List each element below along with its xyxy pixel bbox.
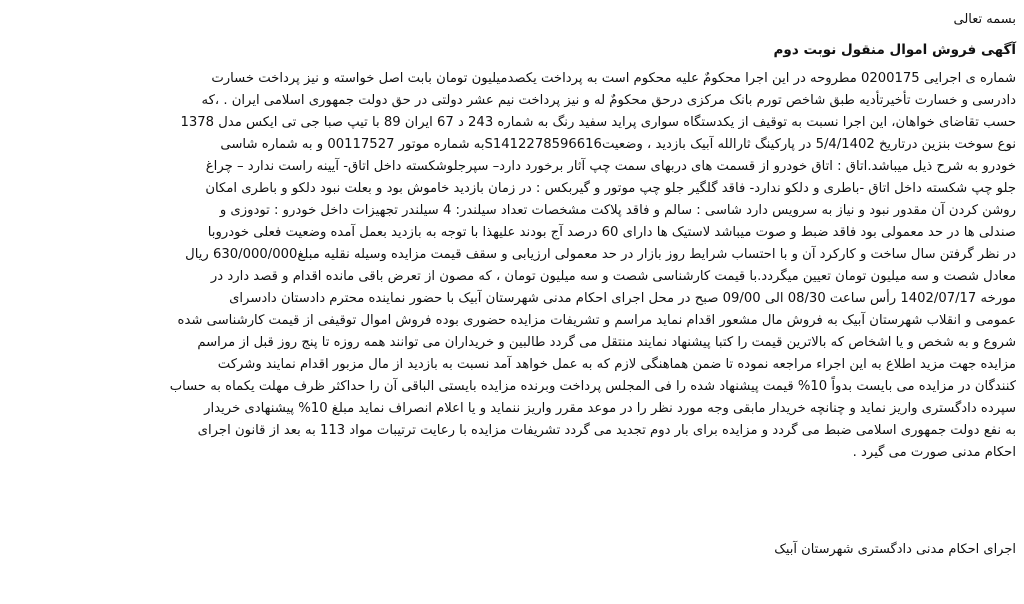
basmala-heading: بسمه تعالی [953, 12, 1016, 27]
body-line: دادرسی و خسارت تأخیرتأدیه طبق شاخص تورم بانک مرکزی درحق محکومٌ له و نیز پرداخت نیم عشر دولتی در حق دولت جمهوری اسلامی ایران . ،که [201, 93, 1016, 108]
body-line: مزایده جهت مزید اطلاع به این اجراء مراجعه نموده تا ضمن هماهنگی لازم که به عمل خواهد آمد نسبت به بازدید از مال مزبور اقدام نمایند وشرکت [217, 357, 1016, 372]
notice-title: آگهی فروش اموال منقول نوبت دوم [773, 42, 1016, 58]
body-line: کنندگان در مزایده می بایست بدواً 10% قیمت پیشنهاد شده را فی المجلس پرداخت وبرنده مزایده بایستی الباقی آن را حداکثر ظرف مهلت یکماه به حساب [169, 379, 1016, 394]
body-line: معادل شصت و سه میلیون تومان تعیین میگردد.با قیمت کارشناسی شصت و سه میلیون تومان ، که مصون از تعرض باقی مانده اقدام و قصد دارد در [210, 269, 1016, 284]
body-line: روشن کردن آن مقدور نبود و نیاز به سرویس دارد شاسی : سالم و فاقد پلاکت مشخصات تعداد سیلندر: 4 سیلندر تجهیزات داخل خودرو : تودوزی و [219, 203, 1016, 218]
body-line: سپرده دادگستری واریز نماید و چنانچه خریدار مابقی وجه مورد نظر را در موعد مقرر واریز ننماید و یا اعلام انصراف نماید مبلغ 10% پیشنهادی خریدار [204, 401, 1016, 416]
body-line: به نفع دولت جمهوری اسلامی ضبط می گردد و مزایده برای بار دوم تجدید می گردد تشریفات مزایده با رعایت ترتیبات مواد 113 به بعد از قانون اجرای [197, 423, 1016, 438]
body-line: عمومی و انقلاب شهرستان آبیک به فروش مال مشعور اقدام نماید مراسم و تشریفات مزایده حضوری بوده فروش اموال توقیفی از قیمت کارشناسی شده [177, 313, 1016, 328]
body-line: حسب تقاضای خواهان، این اجرا نسبت به توقیف از یکدستگاه سواری پراید سفید رنگ به شماره 243 د 67 ایران 89 با تیپ صبا جی تی ایکس مدل 1378 [180, 115, 1016, 130]
body-line: مورخه 1402/07/17 رأس ساعت 08/30 الی 09/00 صبح در محل اجرای احکام مدنی شهرستان آبیک با حضور نماینده محترم دادستان دادسرای [229, 291, 1016, 306]
body-line: صندلی ها در حد معمولی بود فاقد ضبط و صوت میباشد لاستیک ها دارای 60 درصد آج بودند علیهذا با توجه به بازدید بعمل آمده وضعیت فعلی خودروبا [207, 225, 1016, 240]
notice-body [8, 68, 1016, 464]
body-line: در نظر گرفتن سال ساخت و کارکرد آن و با احتساب شرایط روز بازار در حد معمولی ارزیابی و سقف قیمت مزایده وسیله نقلیه مبلغ630/000/000 ریال [185, 247, 1016, 262]
body-line: شروع و به شخص و یا اشخاص که بالاترین قیمت را کتبا پیشنهاد نمایند منتقل می گردد طالبین و خریداران می توانند همه روزه تا پنج روز قبل از مراسم [197, 335, 1016, 350]
body-line: جلو چپ شکسته داخل اتاق -باطری و دلکو ندارد- فاقد گلگیر جلو چپ موتور و گیربکس : در زمان بازدید خاموش بود و بعلت نبود دلکو و باطری امکان [205, 181, 1016, 196]
body-line: نوع سوخت بنزین درتاریخ 5/4/1402 در پارکینگ ثارالله آبیک بازدید ، وضعیتS1412278596616به شماره موتور 00117527 و به شماره شاسی [220, 137, 1016, 152]
body-line: شماره ی اجرایی 0200175 مطروحه در این اجرا محکومٌ علیه محکوم است به پرداخت یکصدمیلیون تومان بابت اصل خواسته و نیز پرداخت خسارت [211, 71, 1016, 86]
body-line: خودرو به شرح ذیل میباشد.اتاق : اتاق خودرو از قسمت های دربهای سمت چپ آثار برخورد دارد– سپرجلوشکسته داخل اتاق- آیینه راست ندارد – چراغ [205, 159, 1016, 174]
body-line: احکام مدنی صورت می گیرد . [852, 445, 1016, 460]
signature-line: اجرای احکام مدنی دادگستری شهرستان آبیک [774, 542, 1016, 557]
